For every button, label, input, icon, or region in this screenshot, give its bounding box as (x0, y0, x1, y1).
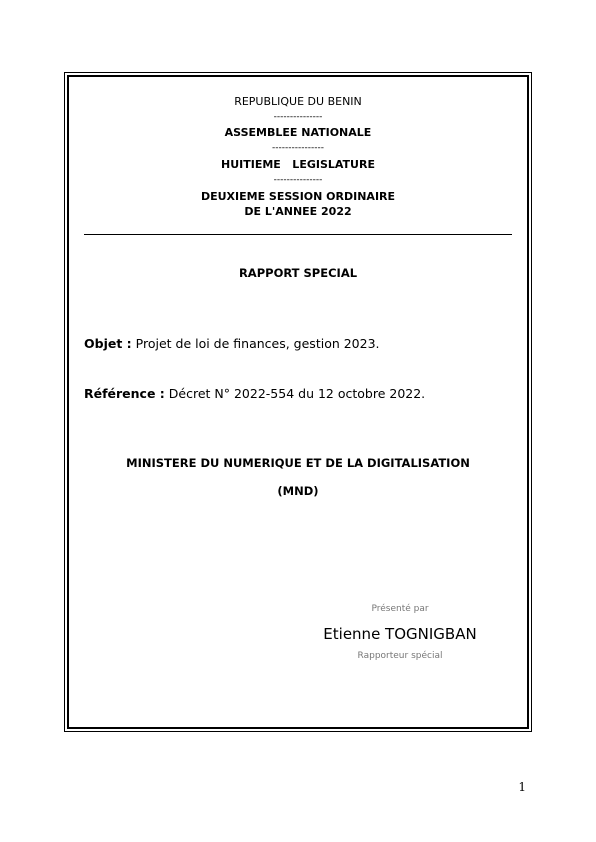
reference-line (84, 386, 425, 401)
reference-text: Décret N° 2022-554 du 12 octobre 2022. (164, 386, 426, 401)
report-title: RAPPORT SPECIAL (238, 266, 358, 280)
separator: ---------------- (272, 143, 324, 153)
separator: --------------- (273, 112, 323, 122)
session-line-2: DE L'ANNEE 2022 (244, 205, 352, 218)
ministry-abbreviation: (MND) (277, 484, 319, 498)
session-line-1: DEUXIEME SESSION ORDINAIRE (200, 190, 396, 203)
object-label: Objet : (84, 336, 132, 351)
country-name: REPUBLIQUE DU BENIN (234, 95, 362, 108)
presenter-role: Rapporteur spécial (357, 651, 443, 661)
ministry-name: MINISTERE DU NUMERIQUE ET DE LA DIGITALISATION (126, 456, 470, 470)
object-line (84, 336, 380, 351)
presented-by: Présenté par (371, 604, 429, 614)
object-text: Projet de loi de finances, gestion 2023. (131, 336, 380, 351)
legislature: HUITIEME LEGISLATURE (221, 158, 375, 171)
presenter-name: Etienne TOGNIGBAN (323, 625, 477, 643)
separator: --------------- (273, 175, 323, 185)
page-number: 1 (518, 780, 526, 794)
reference-label: Référence : (84, 386, 165, 401)
header-rule (84, 234, 512, 235)
assembly-name: ASSEMBLEE NATIONALE (224, 126, 372, 139)
